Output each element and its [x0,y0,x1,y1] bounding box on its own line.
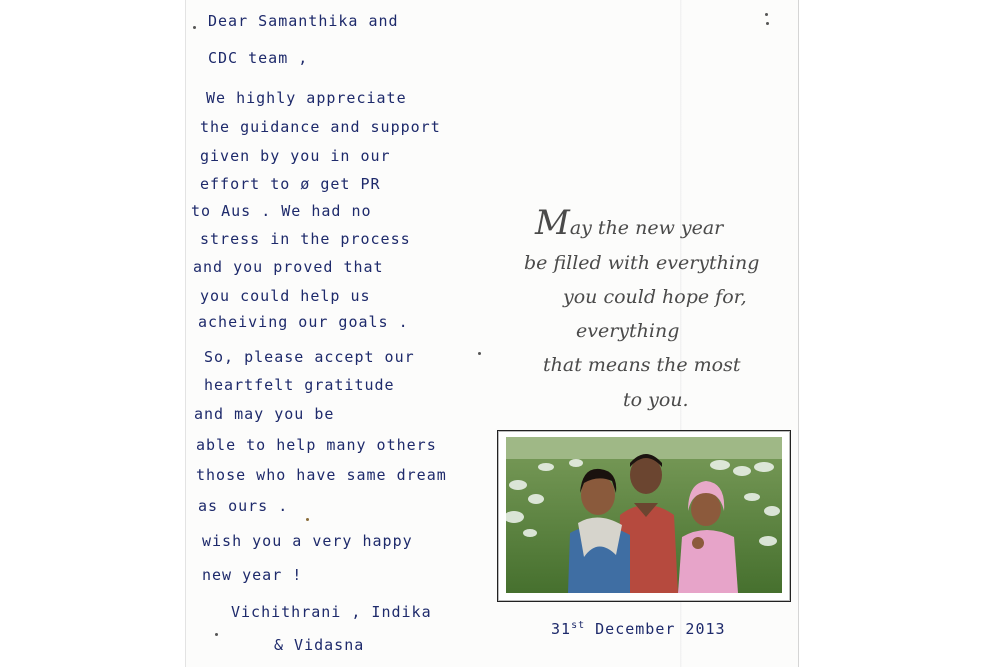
verse-line: everything [576,320,680,342]
ink-speck [215,633,218,636]
verse-line: be filled with everything [524,252,760,274]
letter-line: as ours . [198,497,289,515]
letter-line: heartfelt gratitude [204,376,395,394]
letter-line: effort to ø get PR [200,175,381,193]
verse-line: to you. [623,389,689,411]
letter-line: the guidance and support [200,118,441,136]
family-photo-illustration [506,437,782,593]
family-photo-frame [497,430,791,602]
verse-line: May the new year [535,203,724,243]
letter-line: CDC team , [208,49,309,67]
date-day: 31 [551,620,572,638]
family-photo [506,437,782,593]
letter-line: those who have same dream [196,466,447,484]
letter-line: stress in the process [200,230,411,248]
ink-speck [306,518,309,521]
ink-speck [193,26,196,29]
letter-line: and may you be [194,405,335,423]
letter-line: able to help many others [196,436,437,454]
ink-speck [478,352,481,355]
card-date [551,620,726,638]
verse-line: you could hope for, [563,286,747,308]
letter-line: Dear Samanthika and [208,12,399,30]
verse-line: that means the most [543,354,741,376]
date-month-year: December 2013 [585,620,726,638]
letter-line: So, please accept our [204,348,415,366]
letter-line: to Aus . We had no [191,202,372,220]
date-suffix: st [571,620,586,631]
signature-names: Vichithrani , Indika [231,603,432,621]
letter-line: wish you a very happy [202,532,413,550]
letter-line: acheiving our goals . [198,313,409,331]
letter-line: given by you in our [200,147,391,165]
printed-verse [497,0,797,420]
letter-line: and you proved that [193,258,384,276]
signature-names: & Vidasna [274,636,365,654]
letter-line: new year ! [202,566,303,584]
letter-line: We highly appreciate [206,89,407,107]
letter-line: you could help us [200,287,371,305]
